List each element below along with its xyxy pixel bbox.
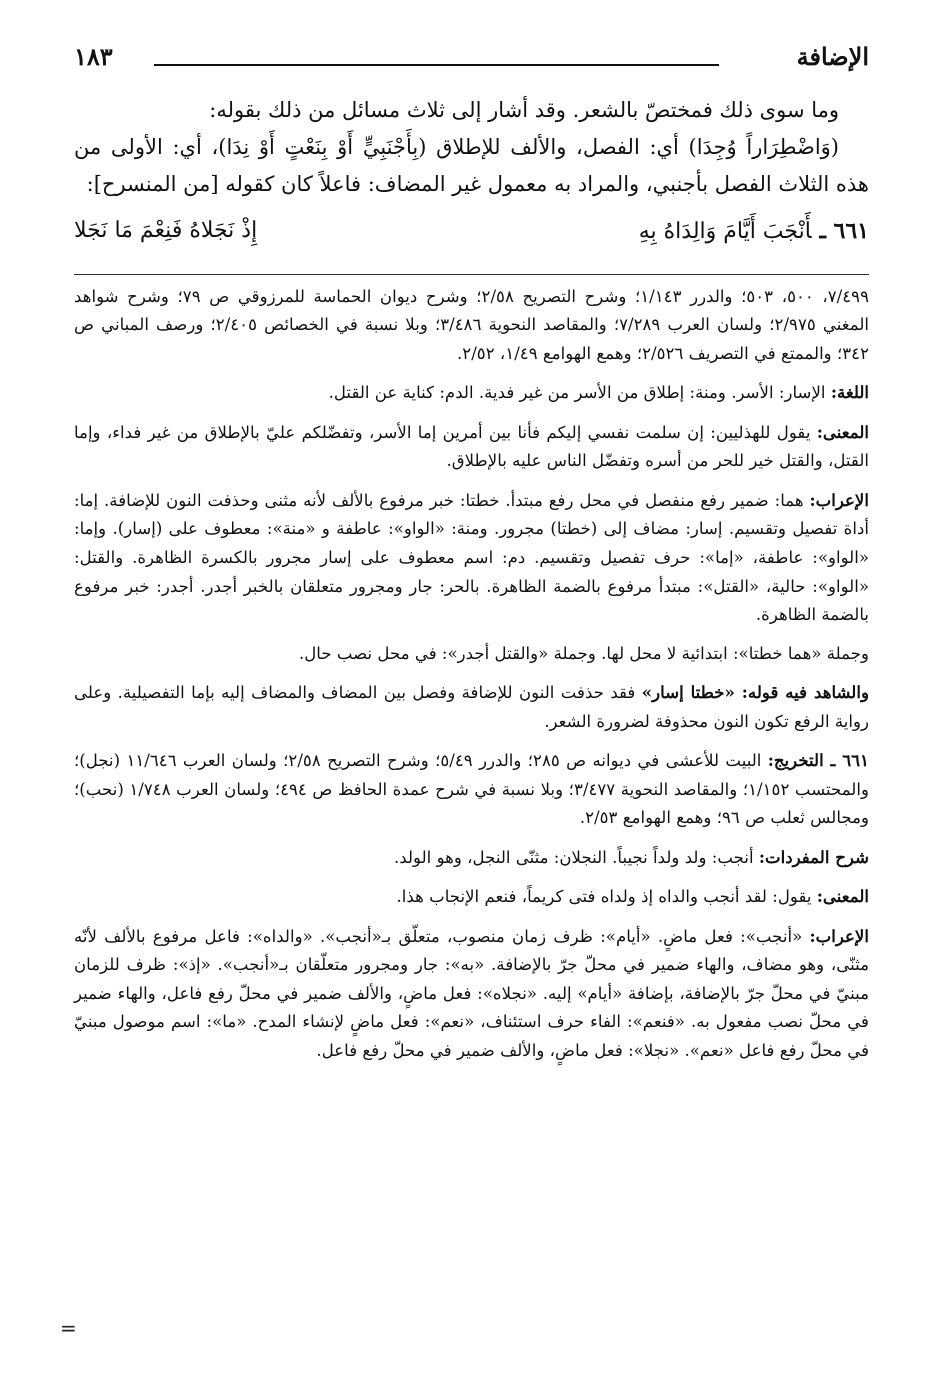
verse-first-hemistich <box>639 212 869 252</box>
footnote-separator <box>74 274 869 275</box>
note-irab-2 <box>74 922 869 1066</box>
label-shahid: والشاهد فيه قوله: «خطتا إسار» <box>641 682 869 703</box>
note-mufradat <box>74 843 869 873</box>
header-rule <box>154 64 719 66</box>
running-header <box>74 40 869 80</box>
text-maana-2: يقول: لقد أنجب والداه إذ ولداه فتى كريماً، فنعم الإنجاب هذا. <box>396 887 812 907</box>
text-takhrij: البيت للأعشى في ديوانه ص ٢٨٥؛ والدرر ٥/٤٩؛ وشرح التصريح ٢/٥٨؛ ولسان العرب ١١/٦٤٦ (نجل)؛ والمحتسب ١/١٥٢؛ والمقاصد النحوية ٣/٤٧٧؛ وبلا نسبة في شرح عمدة الحافظ ص ٤٩٤؛ ولسان العرب ١/٧٤٨ (نحب)؛ ومجالس ثعلب ص ٩٦؛ وهمع الهوامع ٢/٥٣. <box>74 751 869 828</box>
label-takhrij: ٦٦١ ـ التخريج: <box>767 750 869 771</box>
footnotes <box>74 283 869 1066</box>
chapter-title: الإضافة <box>796 42 869 71</box>
label-irab-2: الإعراب: <box>809 925 869 946</box>
label-maana-2: المعنى: <box>816 886 869 907</box>
note-takhrij <box>74 746 869 833</box>
note-shahid <box>74 678 869 736</box>
paragraph-intro: وما سوى ذلك فمختصّ بالشعر. وقد أشار إلى ثلاث مسائل من ذلك بقوله: <box>209 98 839 122</box>
page <box>74 40 869 1360</box>
note-maana-2 <box>74 882 869 912</box>
note-maana-1 <box>74 418 869 476</box>
note-references: ٧/٤٩٩، ٥٠٠، ٥٠٣؛ والدرر ١/١٤٣؛ وشرح التصريح ٢/٥٨؛ وشرح ديوان الحماسة للمرزوقي ص ٧٩؛ وشرح شواهد المغني ٢/٩٧٥؛ ولسان العرب ٧/٢٨٩؛ والمقاصد النحوية ٣/٤٨٦؛ وبلا نسبة في الخصائص ٢/٤٠٥؛ ورصف المباني ص ٣٤٢؛ والممتع في التصريف ٢/٥٢٦؛ وهمع الهوامع ١/٤٩، ٢/٥٢. <box>74 286 870 363</box>
text-maana-1: يقول للهذليين: إن سلمت نفسي إليكم فأنا بين أمرين إما الأسر، وتفضّلكم عليّ بالإطلاق من غير فداء، وإما القتل، والقتل خير للحر من أسره وتفضّل الناس عليه بالإطلاق. <box>74 422 869 471</box>
note-jumla: وجملة «هما خطتا»: ابتدائية لا محل لها. وجملة «والقتل أجدر»: في محل نصب حال. <box>298 643 869 663</box>
text-lugha: الإسار: الأسر. ومنة: إطلاق من الأسر من غير فدية. الدم: كناية عن القتل. <box>328 383 826 403</box>
text-mufradat: أنجب: ولد ولداً نجيباً. النجلان: مثنّى النجل، وهو الولد. <box>394 847 754 867</box>
label-lugha: اللغة: <box>830 382 869 403</box>
verse-second-hemistich: إِذْ نَجَلاهُ فَنِعْمَ مَا نَجَلا <box>74 218 258 244</box>
label-irab-1: الإعراب: <box>809 489 869 510</box>
text-irab-1: هما: ضمير رفع منفصل في محل رفع مبتدأ. خطتا: خبر مرفوع بالألف لأنه مثنى وحذفت النون للإضافة. إما: أداة تفصيل وتقسيم. إسار: مضاف إلى (خطتا) مجرور. ومنة: «الواو»: عاطفة و «منة»: معطوف على (إسار). وإما: «الواو»: عاطفة، «إما»: حرف تفصيل وتقسيم. دم: اسم معطوف على إسار مجرور بالكسرة الظاهرة. والقتل: «الواو»: حالية، «القتل»: مبتدأ مرفوع بالضمة الظاهرة. بالحر: جار ومجرور متعلقان بالخبر أجدر. أجدر: خبر مرفوع بالضمة الظاهرة. <box>74 490 869 625</box>
label-maana-1: المعنى: <box>816 421 870 442</box>
margin-mark: = <box>60 1316 77 1340</box>
page-number: ١٨٣ <box>74 42 113 71</box>
main-text <box>74 92 869 252</box>
verse-number: ٦٦١ ـ <box>819 218 869 245</box>
label-mufradat: شرح المفردات: <box>758 846 869 867</box>
verse-first-text: أَنْجَبَ أَيَّامَ وَالِدَاهُ بِهِ <box>638 219 812 245</box>
text-shahid: فقد حذفت النون للإضافة وفصل بين المضاف والمضاف إليه بإما التفصيلية. وعلى رواية الرفع تكون النون محذوفة لضرورة الشعر. <box>74 683 869 731</box>
paragraph-explanation: (وَاضْطِرَاراً وُجِدَا) أي: الفصل، والألف للإطلاق (بِأَجْنَبِيٍّ أَوْ بِنَعْتٍ أَوْ نِدَا)، أي: الأولى من هذه الثلاث الفصل بأجنبي، والمراد به معمول غير المضاف: فاعلاً كان كقوله [من المنسرح]: <box>74 134 869 196</box>
note-irab-1 <box>74 486 869 630</box>
text-irab-2: «أنجب»: فعل ماضٍ. «أيام»: ظرف زمان منصوب، متعلّق بـ«أنجب». «والداه»: فاعل مرفوع بالألف لأنّه مثنّى، وهو مضاف، والهاء ضمير في محلّ جرّ بالإضافة. «به»: جار ومجرور متعلّقان بـ«أنجب». «إذ»: ظرف للزمان مبنيّ في محلّ جرّ بالإضافة، بإضافة «أيام» إليه. «نجلاه»: فعل ماضٍ، والألف ضمير في محلّ رفع فاعل، والهاء ضمير في محلّ نصب مفعول به. «فنعم»: الفاء حرف استئناف، «نعم»: فعل ماضٍ لإنشاء المدح. «ما»: اسم موصول مبنيّ في محلّ رفع فاعل «نعم». «نجلا»: فعل ماضٍ، والألف ضمير في محلّ رفع فاعل. <box>74 926 869 1060</box>
note-lugha <box>74 378 869 408</box>
verse-line <box>74 212 869 252</box>
